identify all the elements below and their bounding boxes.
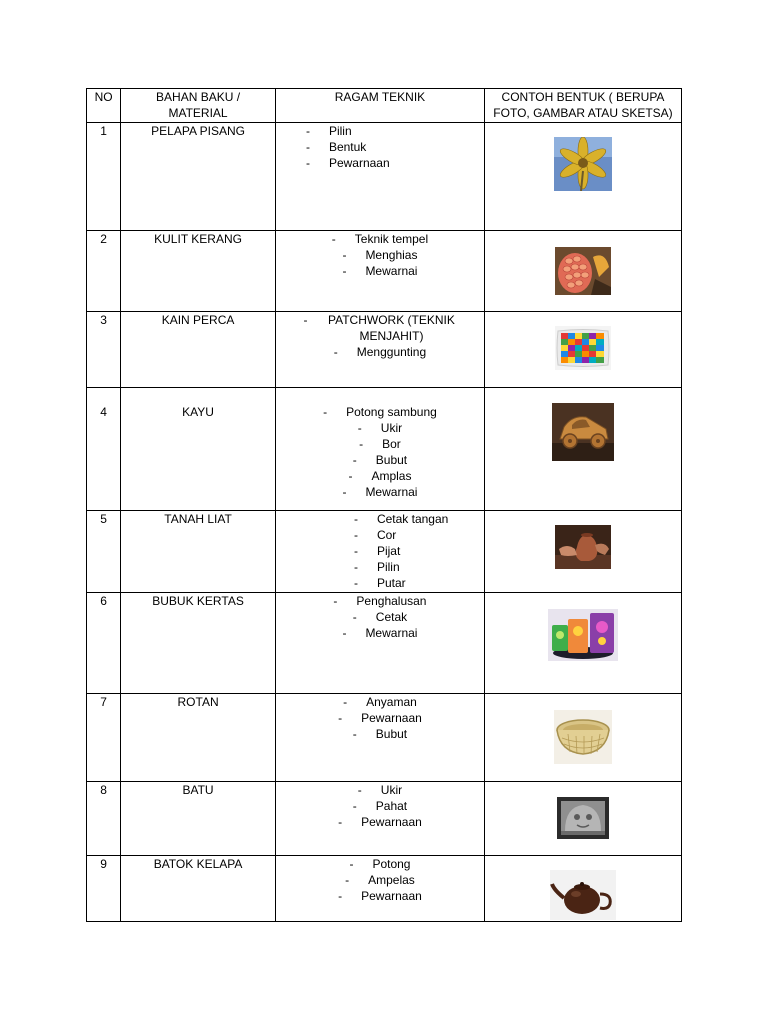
coconut-teapot-photo-icon <box>550 870 616 920</box>
row-no: 7 <box>87 694 121 782</box>
technique-item: - Bubut <box>278 726 482 742</box>
technique-item: - Cetak tangan <box>354 511 482 527</box>
technique-item: - Pewarnaan <box>278 710 482 726</box>
row-teknik <box>275 782 484 856</box>
technique-item: - Cor <box>354 527 482 543</box>
table-header-row <box>87 89 682 123</box>
row-no: 4 <box>87 388 121 511</box>
technique-item: - Cetak <box>278 609 482 625</box>
technique-item: - Pewarnaan <box>278 814 482 830</box>
craft-materials-table <box>86 88 682 922</box>
table-row <box>87 694 682 782</box>
row-teknik <box>275 694 484 782</box>
row-contoh <box>484 694 681 782</box>
rattan-basket-photo-icon <box>554 710 612 764</box>
row-no: 5 <box>87 511 121 593</box>
row-no: 2 <box>87 231 121 312</box>
row-contoh <box>484 123 681 231</box>
row-bahan: BATOK KELAPA <box>121 856 276 922</box>
technique-item: - Bentuk <box>306 139 482 155</box>
row-no: 3 <box>87 312 121 388</box>
table-row <box>87 388 682 511</box>
technique-item: - Mewarnai <box>278 484 482 500</box>
row-bahan: TANAH LIAT <box>121 511 276 593</box>
technique-item: - Penghalusan <box>278 593 482 609</box>
technique-item: - Mewarnai <box>278 263 482 279</box>
technique-item: - Menggunting <box>278 344 482 360</box>
table-row <box>87 312 682 388</box>
row-bahan: BATU <box>121 782 276 856</box>
paper-mache-vases-photo-icon <box>548 609 618 661</box>
row-contoh <box>484 388 681 511</box>
technique-item: - PATCHWORK (TEKNIK MENJAHIT) <box>278 312 482 344</box>
clay-pottery-photo-icon <box>555 525 611 569</box>
technique-item: - Ukir <box>278 782 482 798</box>
technique-item: - Potong <box>278 856 482 872</box>
technique-item: - Pahat <box>278 798 482 814</box>
patchwork-pillow-photo-icon <box>555 326 611 370</box>
technique-item: - Pewarnaan <box>278 888 482 904</box>
technique-item: - Teknik tempel <box>278 231 482 247</box>
row-bahan: KAYU <box>121 388 276 511</box>
row-contoh <box>484 856 681 922</box>
technique-item: - Anyaman <box>278 694 482 710</box>
row-teknik <box>275 856 484 922</box>
wooden-car-photo-icon <box>552 403 614 461</box>
header-bahan: BAHAN BAKU / MATERIAL <box>121 89 276 123</box>
table-row <box>87 782 682 856</box>
technique-item: - Pewarnaan <box>306 155 482 171</box>
stone-carving-photo-icon <box>557 797 609 839</box>
row-contoh <box>484 231 681 312</box>
technique-item: - Menghias <box>278 247 482 263</box>
row-teknik <box>275 231 484 312</box>
technique-item: - Bor <box>278 436 482 452</box>
row-no: 6 <box>87 593 121 694</box>
row-bahan: ROTAN <box>121 694 276 782</box>
row-bahan: BUBUK KERTAS <box>121 593 276 694</box>
row-contoh <box>484 782 681 856</box>
table-row <box>87 231 682 312</box>
row-bahan: PELAPA PISANG <box>121 123 276 231</box>
table-row <box>87 511 682 593</box>
row-bahan: KAIN PERCA <box>121 312 276 388</box>
shell-craft-photo-icon <box>555 247 611 295</box>
row-teknik <box>275 123 484 231</box>
row-contoh <box>484 511 681 593</box>
technique-item: - Putar <box>354 575 482 591</box>
technique-item: - Ukir <box>278 420 482 436</box>
technique-item: - Pilin <box>306 123 482 139</box>
row-teknik <box>275 593 484 694</box>
row-teknik <box>275 511 484 593</box>
header-contoh: CONTOH BENTUK ( BERUPA FOTO, GAMBAR ATAU SKETSA) <box>484 89 681 123</box>
technique-item: - Ampelas <box>278 872 482 888</box>
header-teknik: RAGAM TEKNIK <box>275 89 484 123</box>
technique-item: - Pilin <box>354 559 482 575</box>
row-teknik <box>275 388 484 511</box>
row-no: 9 <box>87 856 121 922</box>
banana-leaf-flower-photo-icon <box>554 137 612 191</box>
technique-item: - Pijat <box>354 543 482 559</box>
table-row <box>87 593 682 694</box>
technique-item: - Amplas <box>278 468 482 484</box>
header-no: NO <box>87 89 121 123</box>
row-no: 8 <box>87 782 121 856</box>
row-bahan: KULIT KERANG <box>121 231 276 312</box>
table-row <box>87 123 682 231</box>
table-row <box>87 856 682 922</box>
technique-item: - Bubut <box>278 452 482 468</box>
technique-item: - Mewarnai <box>278 625 482 641</box>
technique-item: - Potong sambung <box>278 404 482 420</box>
row-contoh <box>484 312 681 388</box>
row-teknik <box>275 312 484 388</box>
row-no: 1 <box>87 123 121 231</box>
row-contoh <box>484 593 681 694</box>
